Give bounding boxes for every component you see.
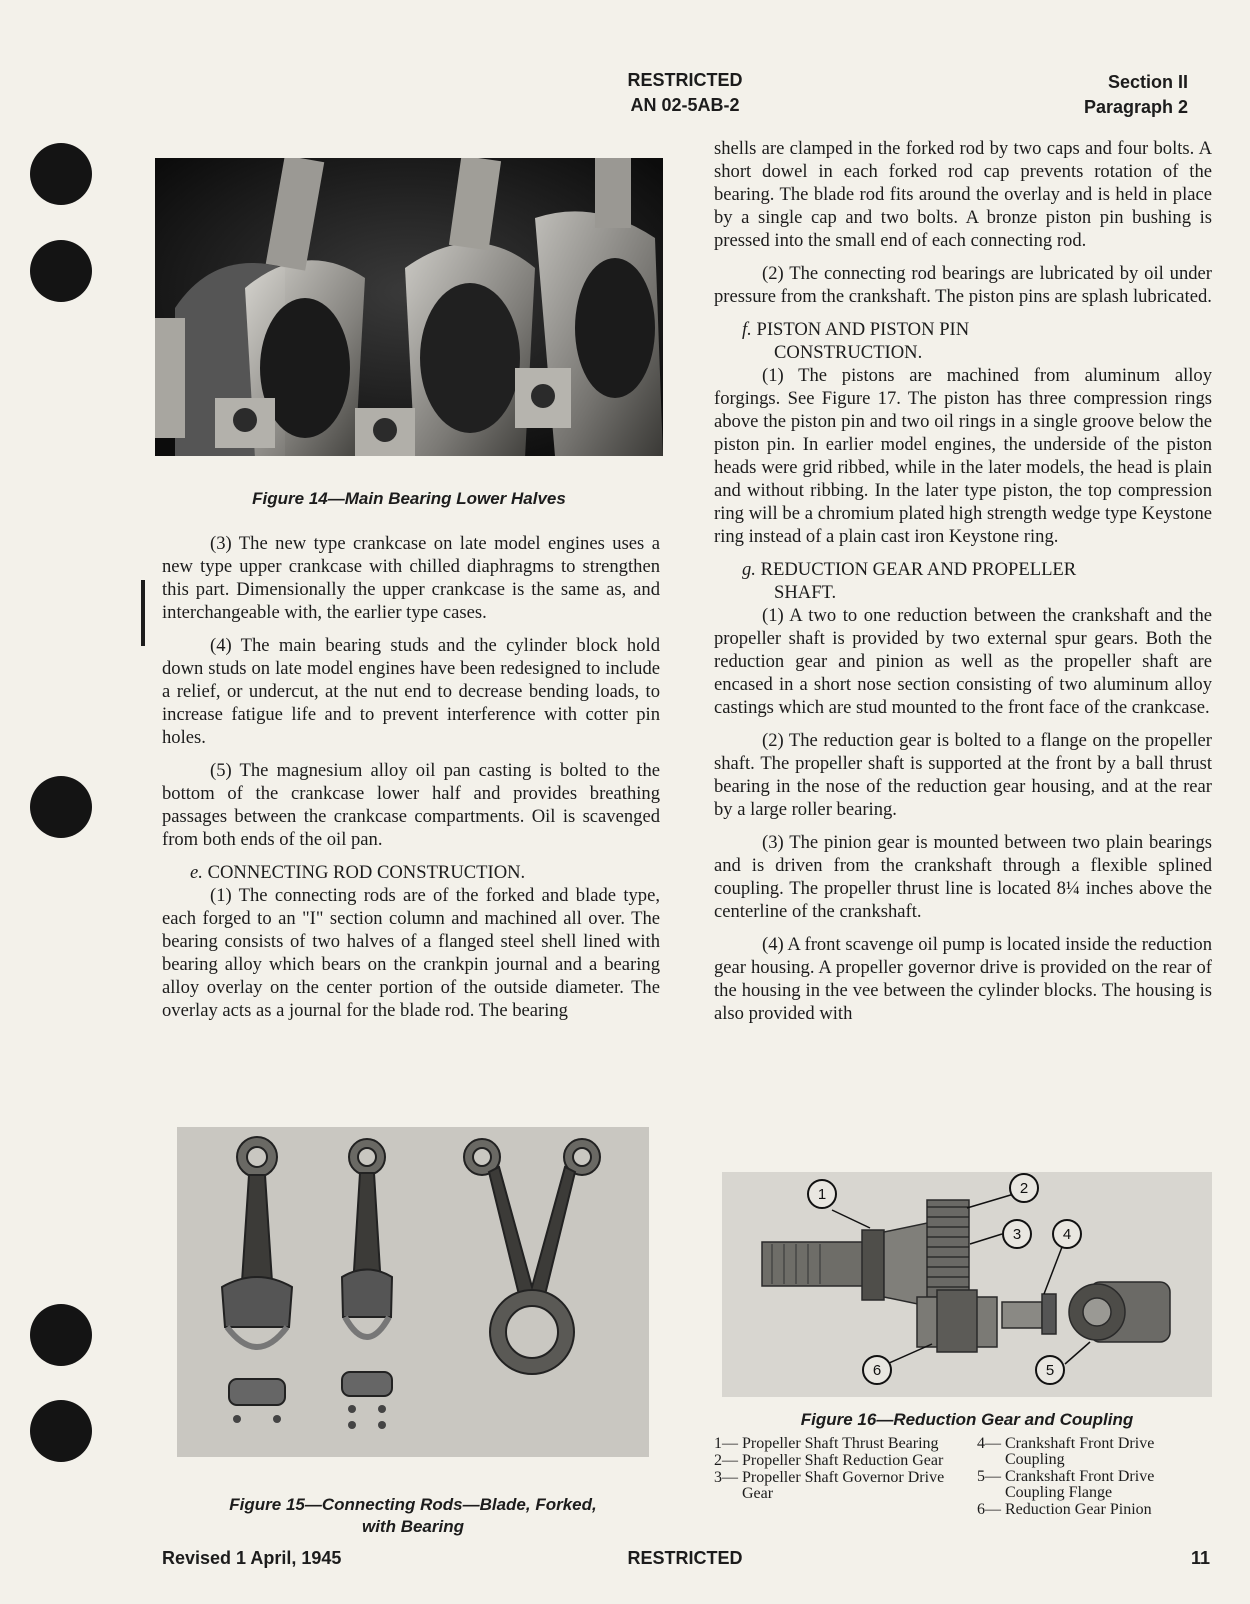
heading-f-line2: CONSTRUCTION. (774, 342, 923, 363)
heading-f-line1: PISTON AND PISTON PIN (756, 319, 970, 340)
legend-text: Crankshaft Front Drive Coupling Flange (1005, 1468, 1155, 1501)
paragraph-g4: (4) A front scavenge oil pump is located inside the reduction gear housing. A propeller governor drive is provided on the rear of the housing in the vee between the cylinder blocks. The housing is also provided with (714, 934, 1212, 1024)
callout-6: 6 (872, 1362, 882, 1379)
heading-g-line1: REDUCTION GEAR AND PROPELLER (760, 559, 1077, 580)
figure-14-photo (155, 158, 663, 456)
paragraph-d3: (3) The new type crankcase on late model engines uses a new type upper crankcase with chilled diaphragms to strengthen this part. Dimensionally the upper crankcase is the same as, and interchangeable with, the earlier type cases. (162, 533, 660, 623)
paragraph-e1-continued: shells are clamped in the forked rod by two caps and four bolts. A short dowel in each forked rod cap prevents rotation of the bearing. The blade rod fits around the overlay and is held in place by a single cap and two bolts. A bronze piston pin bushing is pressed into the small end of each connecting rod. (714, 138, 1212, 251)
heading-e (162, 861, 660, 884)
figure-16-caption: Figure 16—Reduction Gear and Coupling (800, 1410, 1134, 1429)
page-header-center (610, 68, 760, 118)
callout-4: 4 (1062, 1226, 1072, 1243)
header-section: Section II (1107, 72, 1188, 92)
paragraph-e2: (2) The connecting rod bearings are lubricated by oil under pressure from the crankshaft. The piston pins are splash lubricated. (714, 263, 1212, 307)
heading-f-letter: f. (742, 319, 752, 340)
legend-item (714, 1470, 964, 1502)
callout-5: 5 (1045, 1362, 1055, 1379)
binder-hole (30, 1304, 92, 1366)
figure-16-legend-right (977, 1436, 1212, 1519)
legend-num: 3— (714, 1469, 738, 1486)
legend-num: 4— (977, 1435, 1001, 1452)
callout-2: 2 (1019, 1180, 1029, 1197)
legend-num: 5— (977, 1468, 1001, 1485)
binder-hole (30, 776, 92, 838)
page-number: 11 (1190, 1548, 1210, 1568)
paragraph-d4: (4) The main bearing studs and the cylinder block hold down studs on late model engines have been redesigned to include a relief, or undercut, at the nut end to decrease bending loads, to increase fatigue life and to prevent interference with cotter pin holes. (162, 635, 660, 748)
paragraph-f1: (1) The pistons are machined from aluminum alloy forgings. See Figure 17. The piston has three compression rings above the piston pin and two oil rings in a single groove below the piston pin. In earlier model engines, the underside of the piston heads were grid ribbed, while in the later models, the head is plain and without ribbing. In the later type piston, the top compression ring will be a chromium plated high strength wedge type Keystone ring instead of a plain cast iron Keystone ring. (714, 365, 1212, 547)
page-header-right (1040, 70, 1188, 120)
paragraph-g2: (2) The reduction gear is bolted to a flange on the propeller shaft. The propeller shaft is supported at the front by a ball thrust bearing in the nose of the reduction gear housing, and at the rear by a large roller bearing. (714, 730, 1212, 820)
binder-hole (30, 240, 92, 302)
left-column-text (162, 532, 660, 1022)
callout-3: 3 (1012, 1226, 1022, 1243)
callout-1: 1 (817, 1186, 827, 1203)
revision-change-bar (141, 580, 145, 646)
footer-revised: Revised 1 April, 1945 (162, 1548, 342, 1568)
legend-item (977, 1469, 1212, 1501)
legend-num: 1— (714, 1435, 738, 1452)
legend-num: 6— (977, 1501, 1001, 1518)
heading-g-letter: g. (742, 559, 756, 580)
legend-text: Propeller Shaft Thrust Bearing (742, 1435, 939, 1452)
figure-15-caption (177, 1494, 649, 1538)
heading-g (714, 558, 1212, 604)
figure-15-caption-line1: Figure 15—Connecting Rods—Blade, Forked, (229, 1495, 597, 1514)
legend-item (977, 1502, 1212, 1518)
header-paragraph: Paragraph 2 (1083, 97, 1188, 117)
figure-15-caption-line2: with Bearing (361, 1517, 464, 1536)
heading-e-letter: e. (190, 862, 203, 883)
header-doc-number: AN 02-5AB-2 (630, 95, 740, 115)
heading-e-text: CONNECTING ROD CONSTRUCTION. (207, 862, 526, 883)
paragraph-g3: (3) The pinion gear is mounted between two plain bearings and is driven from the crankshaft through a flexible splined coupling. The propeller thrust line is located 8¼ inches above the centerline of the crankshaft. (714, 832, 1212, 922)
legend-num: 2— (714, 1452, 738, 1469)
heading-g-line2: SHAFT. (774, 582, 837, 603)
paragraph-d5: (5) The magnesium alloy oil pan casting is bolted to the bottom of the crankcase lower half and provides breathing passages between the crankcase compartments. Oil is scavenged from both ends of the oil pan. (162, 760, 660, 850)
footer-restricted: RESTRICTED (627, 1548, 743, 1568)
header-restricted: RESTRICTED (627, 70, 743, 90)
legend-item (714, 1453, 964, 1469)
legend-text: Propeller Shaft Governor Drive Gear (742, 1469, 945, 1502)
binder-hole (30, 143, 92, 205)
paragraph-e1: (1) The connecting rods are of the forked and blade type, each forged to an "I" section column and machined all over. The bearing consists of two halves of a flanged steel shell lined with bearing alloy which bears on the crankpin journal and a bearing alloy overlay on the center portion of the outside diameter. The overlay acts as a journal for the blade rod. The bearing (162, 885, 660, 1021)
heading-f (714, 318, 1212, 364)
legend-text: Crankshaft Front Drive Coupling (1005, 1435, 1155, 1468)
legend-item (977, 1436, 1212, 1468)
figure-14-caption: Figure 14—Main Bearing Lower Halves (252, 489, 566, 508)
right-column-text (714, 137, 1212, 1025)
legend-item (714, 1436, 964, 1452)
legend-text: Reduction Gear Pinion (1005, 1501, 1152, 1518)
figure-16-legend-left (714, 1436, 964, 1503)
paragraph-g1: (1) A two to one reduction between the crankshaft and the propeller shaft is provided by two external spur gears. Both the reduction gear and pinion as well as the propeller shaft are encased in a short nose section consisting of two aluminum alloy castings which are stud mounted to the front face of the crankcase. (714, 605, 1212, 718)
legend-text: Propeller Shaft Reduction Gear (742, 1452, 944, 1469)
figure-15-photo (177, 1127, 649, 1457)
figure-16-photo (722, 1172, 1212, 1397)
binder-hole (30, 1400, 92, 1462)
